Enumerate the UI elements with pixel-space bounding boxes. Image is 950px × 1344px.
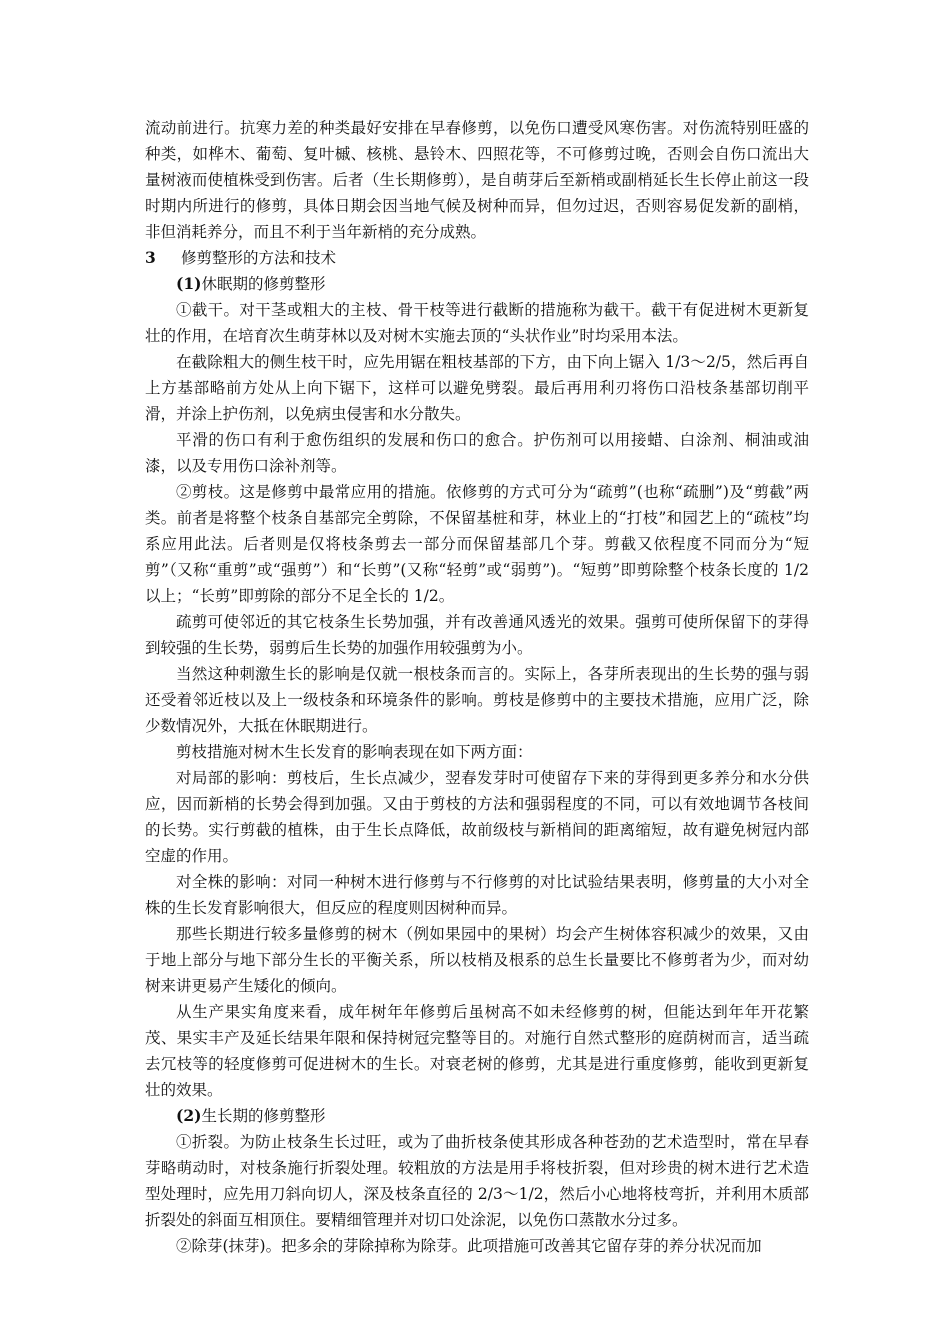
paragraph: 从生产果实角度来看，成年树年年修剪后虽树高不如未经修剪的树，但能达到年年开花繁茂、果实丰产及延长结果年限和保持树冠完整等目的。对施行自然式整形的庭荫树而言，适当疏去冗枝等的轻度修剪可促进树木的生长。对衰老树的修剪，尤其是进行重度修剪，能收到更新复壮的效果。 <box>145 1003 809 1099</box>
paragraph: 在截除粗大的侧生枝干时，应先用锯在粗枝基部的下方，由下向上锯入 1/3～2/5，然后再自上方基部略前方处从上向下锯下，这样可以避免劈裂。最后再用利刃将伤口沿枝条基部切削平滑，并涂上护伤剂，以免病虫侵害和水分散失。 <box>145 353 809 423</box>
paragraph: ②除芽(抹芽)。把多余的芽除掉称为除芽。此项措施可改善其它留存芽的养分状况而加 <box>176 1237 762 1255</box>
subsection-heading-dormant <box>145 271 809 297</box>
subsection-heading-growing <box>145 1103 809 1129</box>
paragraph: ①折裂。为防止枝条生长过旺，或为了曲折枝条使其形成各种苍劲的艺术造型时，常在早春芽略萌动时，对枝条施行折裂处理。较粗放的方法是用手将枝折裂，但对珍贵的树木进行艺术造型处理时，应先用刀斜向切人，深及枝条直径的 2/3～1/2，然后小心地将枝弯折，并利用木质部折裂处的斜面互相顶住。要精细管理并对切口处涂泥，以免伤口蒸散水分过多。 <box>145 1133 809 1229</box>
document-page <box>145 115 809 1259</box>
paragraph: ①截干。对干茎或粗大的主枝、骨干枝等进行截断的措施称为截干。截干有促进树木更新复壮的作用，在培育次生萌芽林以及对树木实施去顶的“头状作业”时均采用本法。 <box>145 301 809 345</box>
paragraph: ②剪枝。这是修剪中最常应用的措施。依修剪的方式可分为“疏剪”(也称“疏删”)及“剪截”两类。前者是将整个枝条自基部完全剪除，不保留基桩和芽，林业上的“打枝”和园艺上的“疏枝”均系应用此法。后者则是仅将枝条剪去一部分而保留基部几个芽。剪截又依程度不同而分为“短剪”（又称“重剪”或“强剪”）和“长剪”(又称“轻剪”或“弱剪”)。“短剪”即剪除整个枝条长度的 1/2 以上；“长剪”即剪除的部分不足全长的 1/2。 <box>145 483 809 605</box>
subsection-marker: (2) <box>176 1106 202 1125</box>
paragraph: 那些长期进行较多量修剪的树木（例如果园中的果树）均会产生树体容积减少的效果，又由于地上部分与地下部分生长的平衡关系，所以枝梢及根系的总生长量要比不修剪者为少，而对幼树来讲更易产生矮化的倾向。 <box>145 925 809 995</box>
paragraph: 对局部的影响：剪枝后，生长点减少，翌春发芽时可使留存下来的芽得到更多养分和水分供应，因而新梢的长势会得到加强。又由于剪枝的方法和强弱程度的不同，可以有效地调节各枝间的长势。实行剪截的植株，由于生长点降低，故前级枝与新梢间的距离缩短，故有避免树冠内部空虚的作用。 <box>145 769 809 865</box>
paragraph: 疏剪可使邻近的其它枝条生长势加强，并有改善通风透光的效果。强剪可使所保留下的芽得到较强的生长势，弱剪后生长势的加强作用较强剪为小。 <box>145 613 809 657</box>
paragraph: 当然这种刺激生长的影响是仅就一根枝条而言的。实际上，各芽所表现出的生长势的强与弱还受着邻近枝以及上一级枝条和环境条件的影响。剪枝是修剪中的主要技术措施，应用广泛，除少数情况外，大抵在休眠期进行。 <box>145 665 809 735</box>
section-title: 修剪整形的方法和技术 <box>181 249 337 267</box>
paragraph: 剪枝措施对树木生长发育的影响表现在如下两方面： <box>176 743 533 761</box>
paragraph: 平滑的伤口有利于愈伤组织的发展和伤口的愈合。护伤剂可以用接蜡、白涂剂、桐油或油漆，以及专用伤口涂补剂等。 <box>145 431 809 475</box>
paragraph-intro: 流动前进行。抗寒力差的种类最好安排在早春修剪，以免伤口遭受风寒伤害。对伤流特别旺盛的种类，如桦木、葡萄、复叶槭、核桃、悬铃木、四照花等，不可修剪过晚，否则会自伤口流出大量树液而使植株受到伤害。后者（生长期修剪），是自萌芽后至新梢或副梢延长生长停止前这一段时期内所进行的修剪，具体日期会因当地气候及树种而异，但勿过迟，否则容易促发新的副梢，非但消耗养分，而且不利于当年新梢的充分成熟。 <box>145 119 809 241</box>
subsection-title: 休眠期的修剪整形 <box>201 275 326 293</box>
section-heading-3 <box>145 245 809 271</box>
subsection-marker: (1) <box>176 274 202 293</box>
section-number: 3 <box>145 248 156 267</box>
subsection-title: 生长期的修剪整形 <box>201 1107 326 1125</box>
paragraph: 对全株的影响：对同一种树木进行修剪与不行修剪的对比试验结果表明，修剪量的大小对全株的生长发育影响很大，但反应的程度则因树种而异。 <box>145 873 809 917</box>
